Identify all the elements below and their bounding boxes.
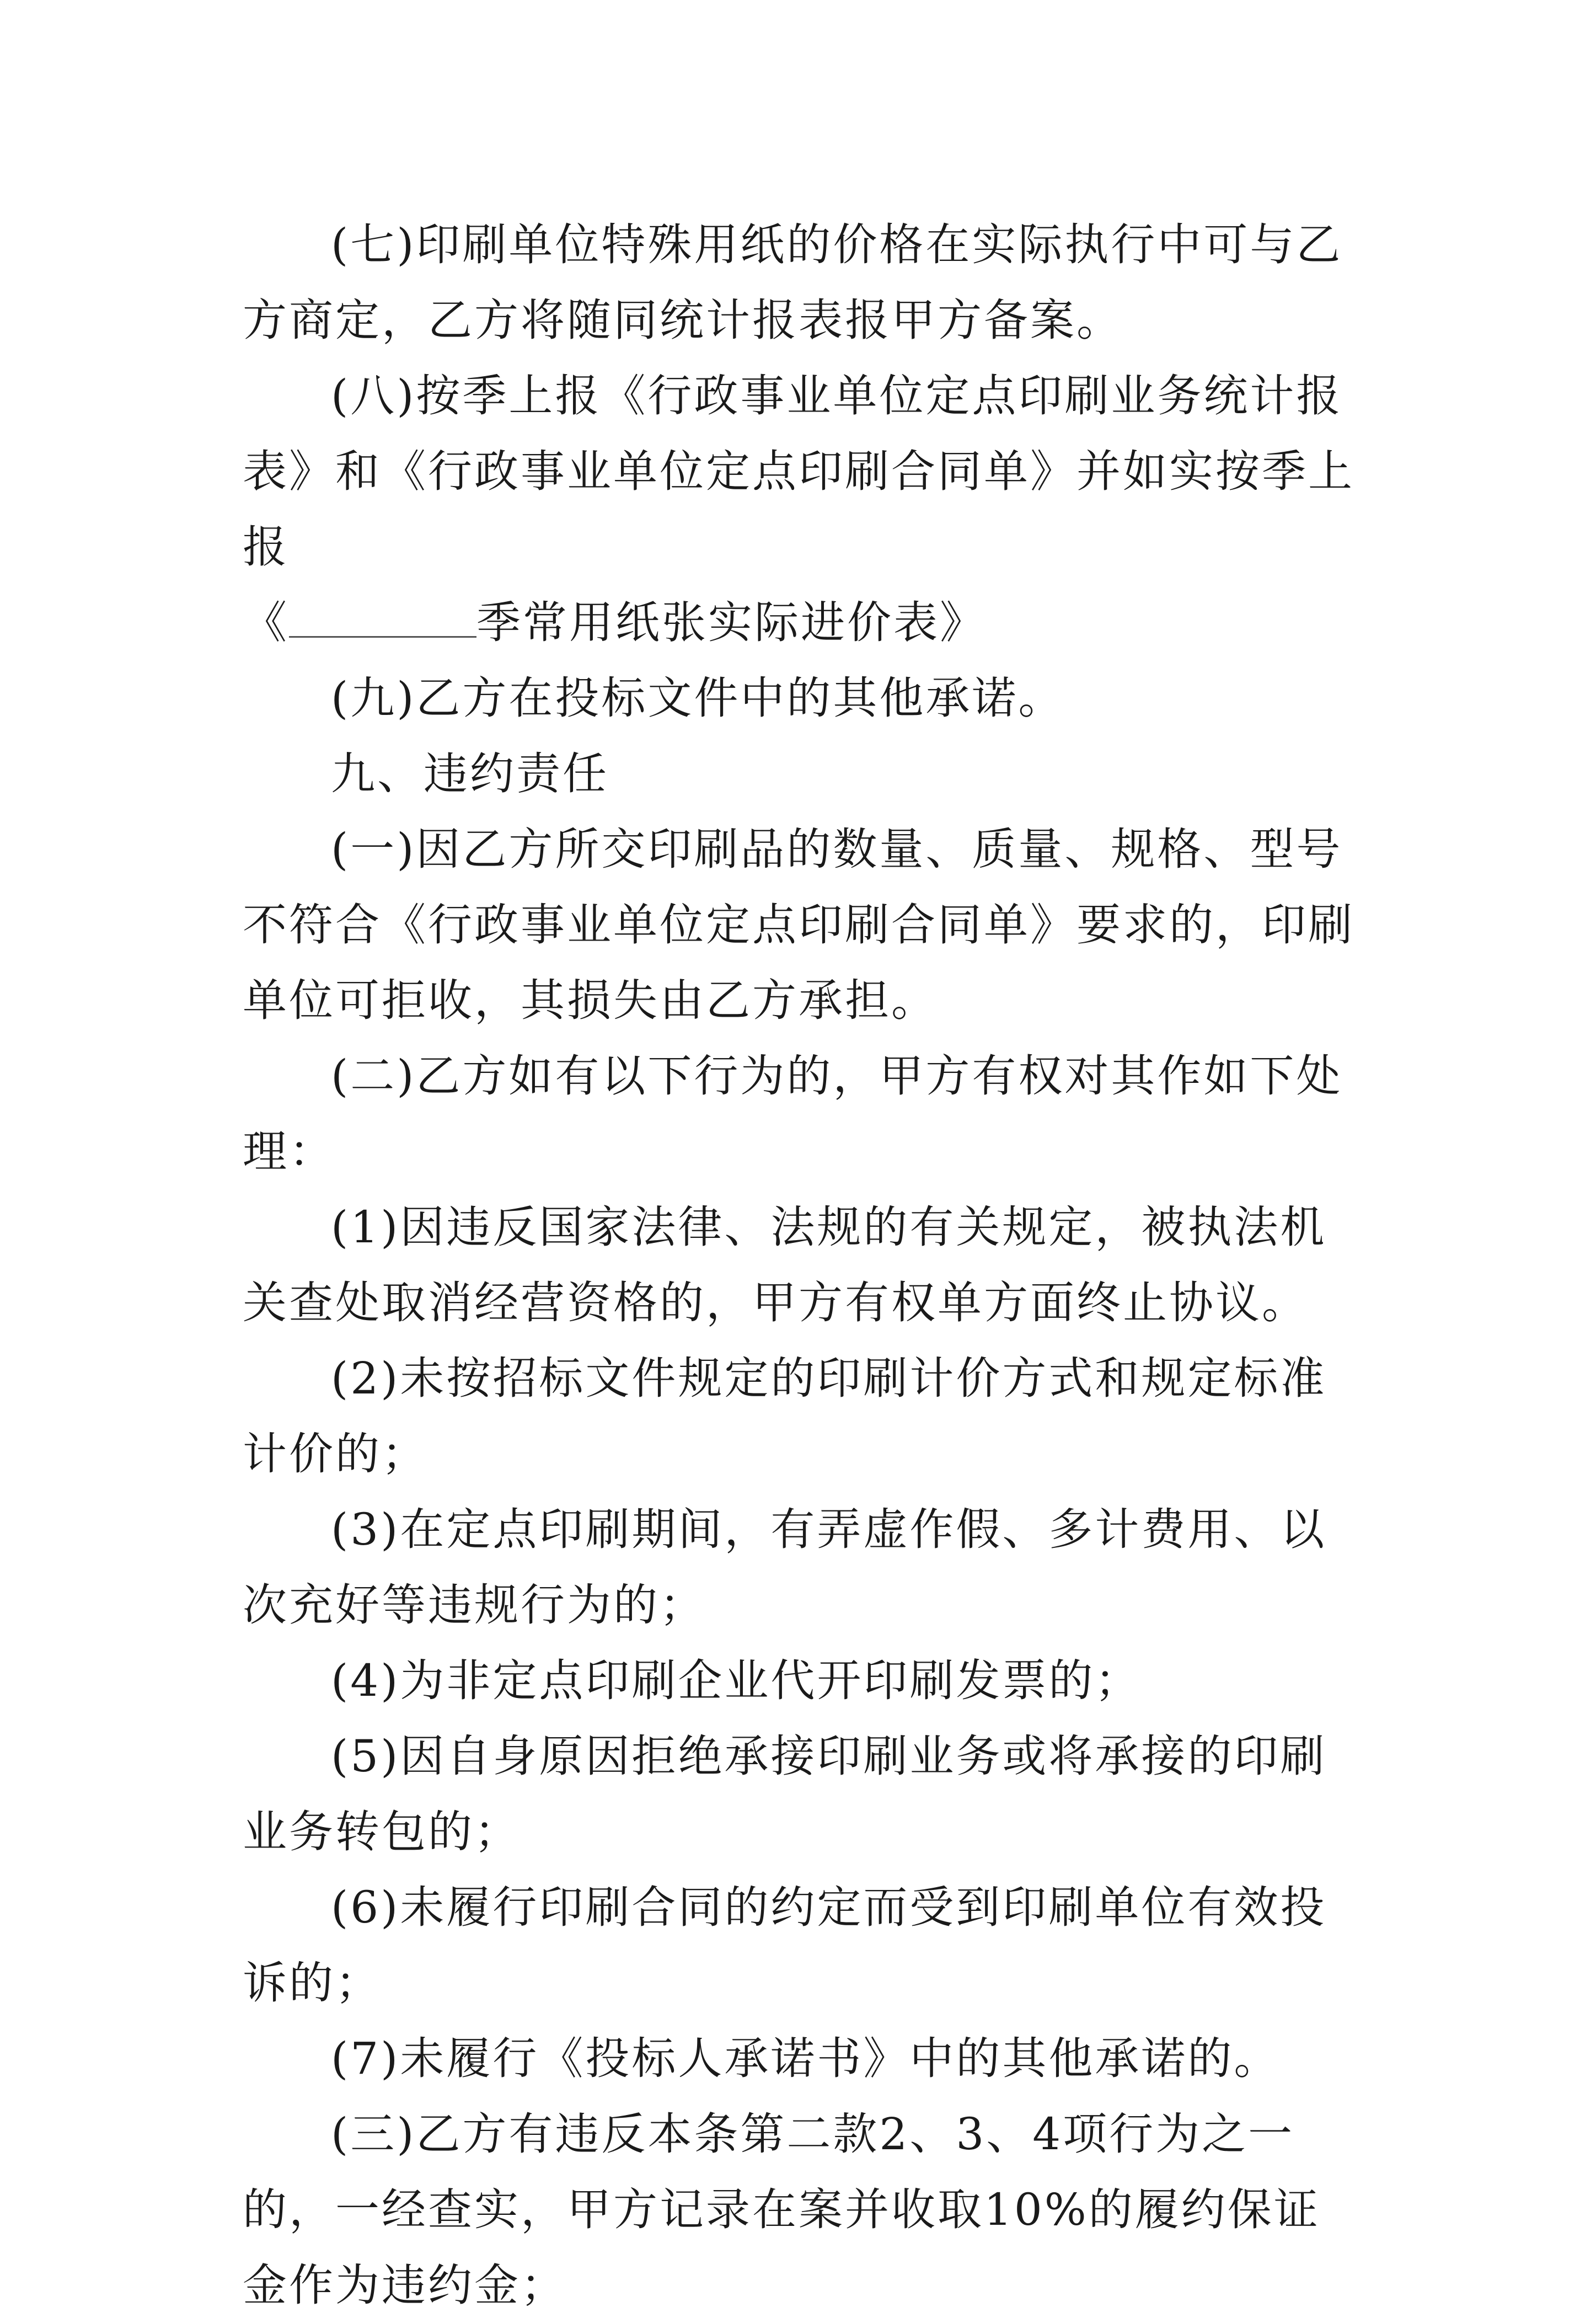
paragraph-item-8-continued [243, 585, 1357, 660]
sub-item-4: (4)为非定点印刷企业代开印刷发票的； [331, 1655, 1142, 1706]
sub-item-3: (3)在定点印刷期间，有弄虚作假、多计费用、以次充好等违规行为的； [243, 1504, 1327, 1631]
paragraph-item-8: (八)按季上报《行政事业单位定点印刷业务统计报表》和《行政事业单位定点印刷合同单》并如实按季上报 [243, 370, 1354, 573]
clause-2: (二)乙方如有以下行为的，甲方有权对其作如下处理： [243, 1050, 1343, 1177]
fill-in-blank[interactable] [289, 597, 476, 638]
clause-1: (一)因乙方所交印刷品的数量、质量、规格、型号不符合《行政事业单位定点印刷合同单》要求的，印刷单位可拒收，其损失由乙方承担。 [243, 824, 1354, 1026]
sub-item-1: (1)因违反国家法律、法规的有关规定，被执法机关查处取消经营资格的，甲方有权单方面终止协议。 [243, 1201, 1327, 1328]
paragraph-item-8-tail: 季常用纸张实际进价表》 [476, 597, 986, 648]
sub-item-6: (6)未履行印刷合同的约定而受到印刷单位有效投诉的； [243, 1882, 1327, 2009]
sub-item-5: (5)因自身原因拒绝承接印刷业务或将承接的印刷业务转包的； [243, 1731, 1327, 1857]
document-body [243, 207, 1357, 2323]
sub-item-7: (7)未履行《投标人承诺书》中的其他承诺的。 [331, 2033, 1281, 2084]
quote-open: 《 [243, 597, 289, 648]
clause-3: (三)乙方有违反本条第二款2、3、4项行为之一的，一经查实，甲方记录在案并收取10%的履约保证金作为违约金； [243, 2108, 1320, 2311]
sub-item-2: (2)未按招标文件规定的印刷计价方式和规定标准计价的； [243, 1353, 1327, 1480]
section-heading-breach-liability: 九、违约责任 [331, 748, 609, 799]
paragraph-item-9: (九)乙方在投标文件中的其他承诺。 [331, 672, 1065, 724]
paragraph-item-7: (七)印刷单位特殊用纸的价格在实际执行中可与乙方商定，乙方将随同统计报表报甲方备案。 [243, 219, 1343, 346]
